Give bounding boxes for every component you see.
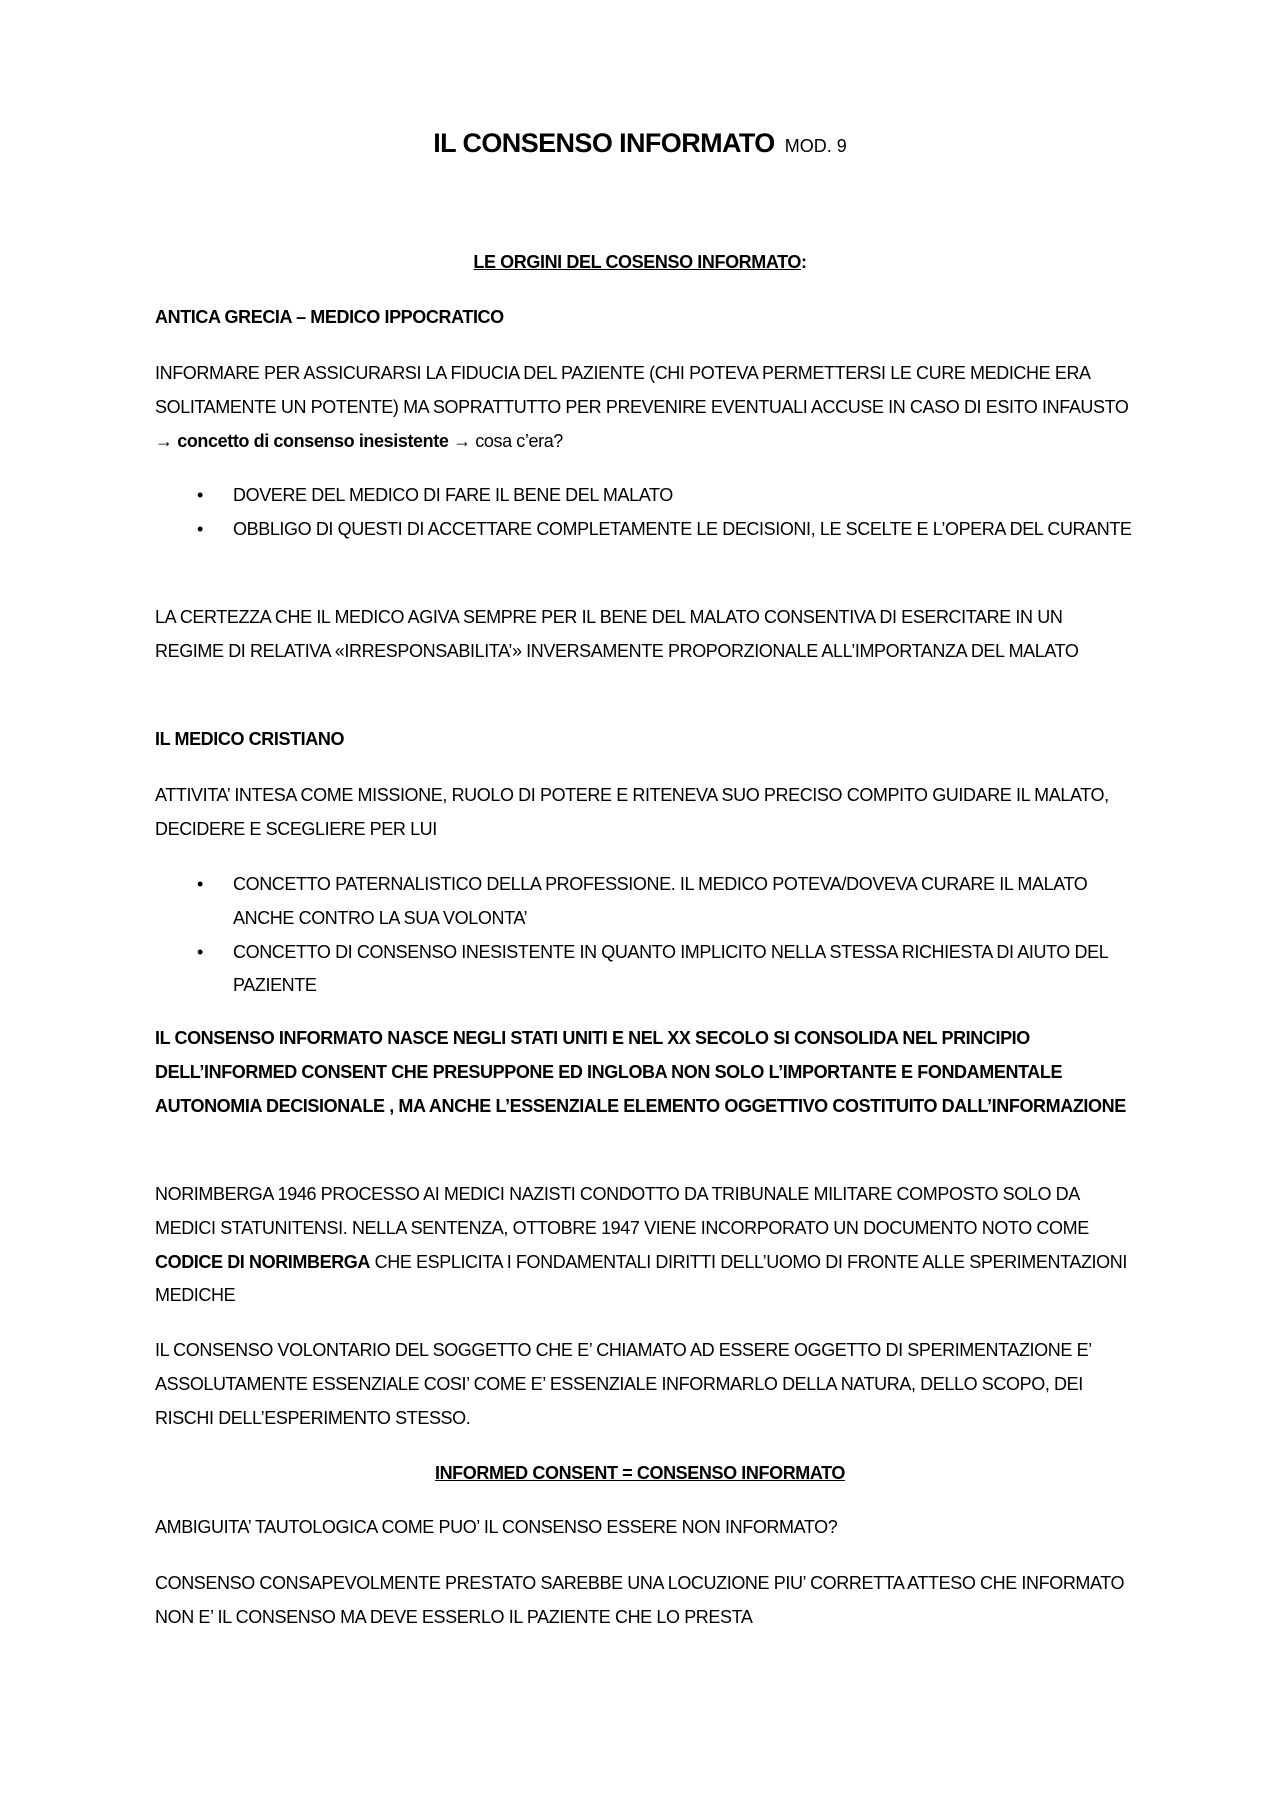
bullet-list-cristiano [155, 868, 1135, 1003]
bullet-icon: • [197, 518, 203, 539]
paragraph-ambiguita: AMBIGUITA’ TAUTOLOGICA COME PUO’ IL CONSENSO ESSERE NON INFORMATO? [155, 1517, 838, 1537]
bullet-icon: • [197, 941, 203, 962]
bullet-icon: • [197, 874, 203, 894]
section-heading-text: LE ORGINI DEL COSENSO INFORMATO [473, 252, 801, 272]
list-item-text: CONCETTO DI CONSENSO INESISTENTE IN QUANTO IMPLICITO NELLA STESSA RICHIESTA DI AIUTO DEL PAZIENTE [233, 941, 1108, 996]
list-item [155, 868, 1135, 936]
list-item [155, 513, 1135, 547]
list-item [155, 479, 1135, 513]
informed-consent-heading [0, 1457, 1280, 1491]
medico-cristiano-heading: IL MEDICO CRISTIANO [155, 729, 345, 749]
paragraph-norimberga [155, 1178, 1135, 1313]
para1-tail: → cosa c’era? [448, 430, 563, 451]
list-item [155, 936, 1135, 1004]
para5-text: NORIMBERGA 1946 PROCESSO AI MEDICI NAZISTI CONDOTTO DA TRIBUNALE MILITARE COMPOSTO SOLO DA MEDICI STATUNITENSI. NELLA SENTENZA, OTTOBRE 1947 VIENE INCORPORATO UN DOCUMENTO NOTO COME [155, 1184, 1089, 1238]
section-heading [0, 246, 1280, 280]
list-item-text: OBBLIGO DI QUESTI DI ACCETTARE COMPLETAMENTE LE DECISIONI, LE SCELTE E L’OPERA DEL CURANTE [233, 518, 1132, 539]
para5-bold: CODICE DI NORIMBERGA [155, 1251, 371, 1272]
bullet-list-ippocratico [155, 479, 1135, 547]
paragraph-attivita: ATTIVITA’ INTESA COME MISSIONE, RUOLO DI POTERE E RITENEVA SUO PRECISO COMPITO GUIDARE IL MALATO, DECIDERE E SCEGLIERE PER LUI [155, 785, 1109, 839]
paragraph-stati-uniti: IL CONSENSO INFORMATO NASCE NEGLI STATI UNITI E NEL XX SECOLO SI CONSOLIDA NEL PRINCIPIO DELL’INFORMED CONSENT CHE PRESUPPONE ED INGLOBA NON SOLO L’IMPORTANTE E FONDAMENTALE AUTONOMIA DECISIONALE , MA ANCHE L’ESSENZIALE ELEMENTO OGGETTIVO COSTITUITO DALL’INFORMAZIONE [155, 1028, 1126, 1116]
paragraph-consapevolmente: CONSENSO CONSAPEVOLMENTE PRESTATO SAREBBE UNA LOCUZIONE PIU’ CORRETTA ATTESO CHE INFORMATO NON E’ IL CONSENSO MA DEVE ESSERLO IL PAZIENTE CHE LO PRESTA [155, 1573, 1125, 1627]
section-heading-colon: : [801, 252, 807, 272]
antica-grecia-heading: ANTICA GRECIA – MEDICO IPPOCRATICO [155, 307, 504, 327]
title-module: MOD. 9 [784, 136, 847, 156]
para1-text: INFORMARE PER ASSICURARSI LA FIDUCIA DEL PAZIENTE (CHI POTEVA PERMETTERSI LE CURE MEDICHE ERA SOLITAMENTE UN POTENTE) MA SOPRATTUTTO PER PREVENIRE EVENTUALI ACCUSE IN CASO DI ESITO INFAUSTO → [155, 363, 1129, 451]
title-main: IL CONSENSO INFORMATO [433, 128, 775, 158]
para5-tail: CHE ESPLICITA I FONDAMENTALI DIRITTI DELL’UOMO DI FRONTE ALLE SPERIMENTAZIONI MEDICHE [155, 1251, 1127, 1306]
list-item-text: DOVERE DEL MEDICO DI FARE IL BENE DEL MALATO [233, 485, 673, 505]
para1-bold: concetto di consenso inesistente [177, 430, 449, 451]
bullet-icon: • [197, 485, 203, 505]
paragraph-consenso-volontario: IL CONSENSO VOLONTARIO DEL SOGGETTO CHE E’ CHIAMATO AD ESSERE OGGETTO DI SPERIMENTAZIONE E’ ASSOLUTAMENTE ESSENZIALE COSI’ COME E’ ESSENZIALE INFORMARLO DELLA NATURA, DELLO SCOPO, DEI RISCHI DELL’ESPERIMENTO STESSO. [155, 1340, 1092, 1428]
list-item-text: CONCETTO PATERNALISTICO DELLA PROFESSIONE. IL MEDICO POTEVA/DOVEVA CURARE IL MALATO ANCHE CONTRO LA SUA VOLONTA’ [233, 874, 1088, 928]
document-title [0, 128, 1280, 159]
informed-heading-text: INFORMED CONSENT = CONSENSO INFORMATO [434, 1463, 846, 1483]
paragraph-ippocratico [155, 357, 1135, 458]
paragraph-certezza: LA CERTEZZA CHE IL MEDICO AGIVA SEMPRE PER IL BENE DEL MALATO CONSENTIVA DI ESERCITARE IN UN REGIME DI RELATIVA «IRRESPONSABILITA’» INVERSAMENTE PROPORZIONALE ALL’IMPORTANZA DEL MALATO [155, 607, 1079, 661]
